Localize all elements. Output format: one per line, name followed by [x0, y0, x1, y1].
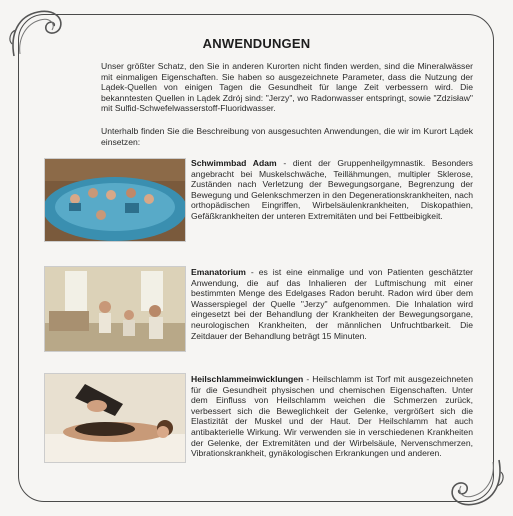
treatment-mud-wrap [191, 374, 473, 459]
treatment-name: Emanatorium [191, 267, 246, 277]
treatment-description: - es ist eine einmalige und von Patienten geschätzter Anwendung, die auf das Inhalieren der Luftmischung mit einer bestimmten Menge des Edelgases Radon beruht. Radon wird über dem Wasserspiegel der Quelle "Jerzy" aufgenommen. Die Inhalation wird eingesetzt bei der Behandlung der Krankheiten der Bewegungsorgane, neurologischen Krankheiten, der männlichen Unfruchtbarkeit. Die Zeitdauer der Behandlung beträgt 15 Minuten. [191, 267, 473, 341]
treatment-swimming-pool [191, 158, 473, 222]
corner-ornament-icon [439, 452, 509, 512]
page-title: ANWENDUNGEN [202, 36, 311, 51]
corner-ornament-icon [4, 4, 74, 64]
treatment-description: - Heilschlamm ist Torf mit ausgezeichneten für die Gesundheit physischen und chemischen Eigenschaften. Unter dem Einfluss von Heilschlamm weichen die Schmerzen zurück, verbessert sich die Beweglichkeit der Gelenke, vergrößert sich die Elastizität der Muskel und der Haut. Der Heilschlamm hat auch antibakterielle Wirkung. Wir verwenden sie in verschiedenen Krankheiten der Gelenke, der Extremitäten und der Wirbelsäule, Nervenschmerzen, Vibrationskrankheit, gynäkologischen Erkrankungen und anderen. [191, 374, 473, 459]
intro-paragraph: Unser größter Schatz, den Sie in anderen Kurorten nicht finden werden, sind die Mineralwässer mit einmaligen Eigenschaften. Sie haben so ausgezeichnete Parameter, dass die Nutzung der Lądek-Quellen von einigen Tagen die Gesundheit für lange Zeit verbessern wird. Die bekanntesten Quellen in Lądek Zdrój sind: "Jerzy", wo Radonwasser entspringt, sowie "Zdzisław" mit Sulfid-Schwefelwasserstoff-Fluoridwasser. [101, 61, 473, 114]
treatment-name: Schwimmbad Adam [191, 158, 277, 168]
emanatorium-photo [44, 266, 186, 352]
swimming-pool-photo [44, 158, 186, 242]
treatment-emanatorium [191, 267, 473, 341]
intro-paragraph-2: Unterhalb finden Sie die Beschreibung von ausgesuchten Anwendungen, die wir im Kurort Lądek einsetzen: [101, 126, 473, 147]
treatment-name: Heilschlammeinwicklungen [191, 374, 304, 384]
mud-wrap-photo [44, 373, 186, 463]
treatment-description: - dient der Gruppenheilgymnastik. Besonders angebracht bei Muskelschwäche, Teillähmungen, multipler Sklerose, Zuständen nach Verletzung der Bewegungsorgane, Begrenzung der Bewegung und Gelenkschmerzen in den Degenerationskrankheiten, nach orthopädischen Eingriffen, Wirbelsäulenkrankheiten, Diskopathien, Gefäßkrankheiten der unteren Extremitäten und bei Fettbeibigkeit. [191, 158, 473, 221]
